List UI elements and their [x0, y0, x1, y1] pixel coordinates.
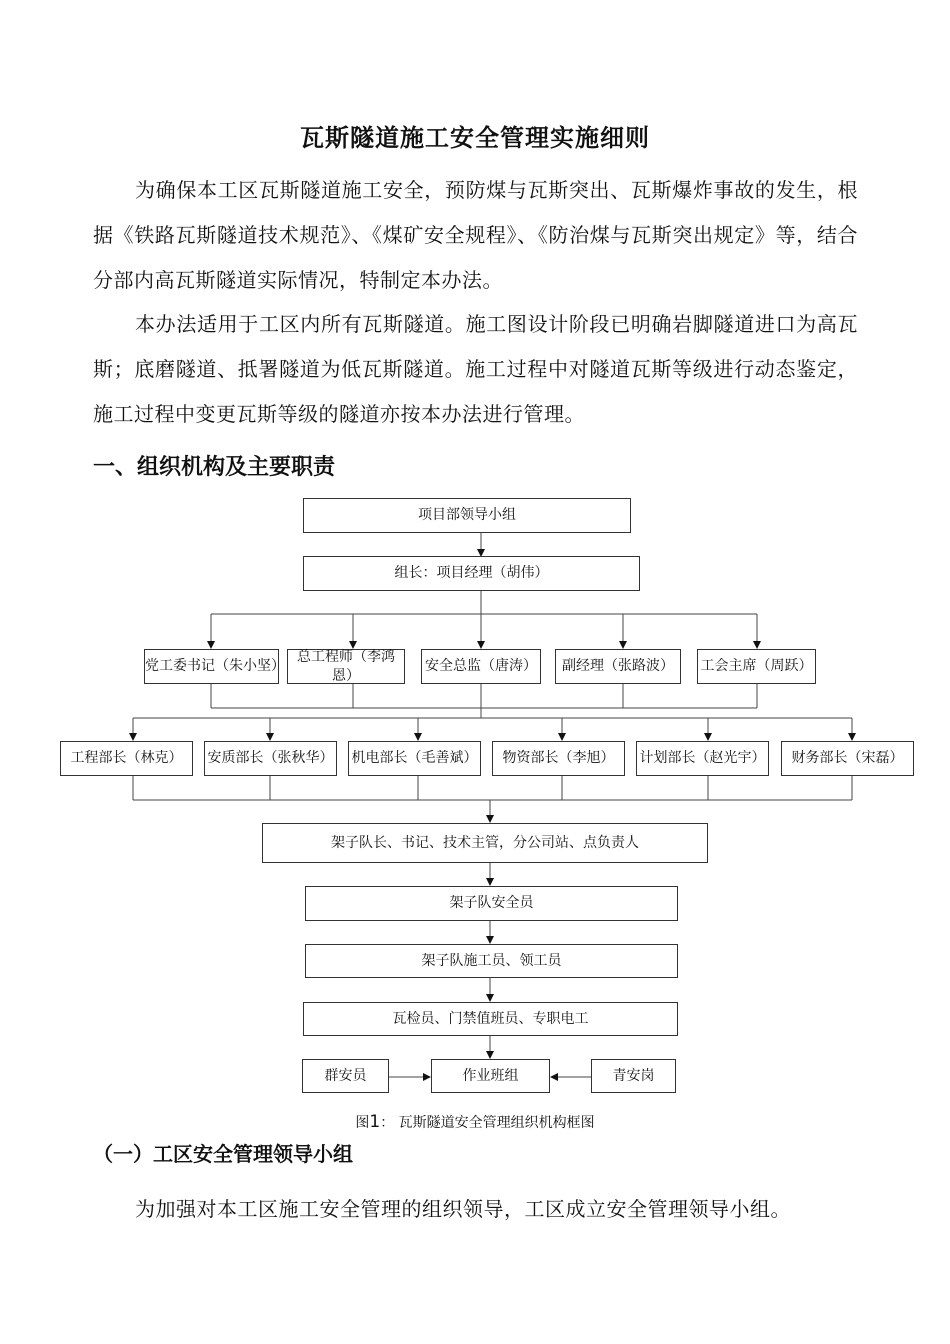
page-title: 瓦斯隧道施工安全管理实施细则 [300, 123, 650, 152]
leadership-paragraph: 为加强对本工区施工安全管理的组织领导，工区成立安全管理领导小组。 [135, 1197, 791, 1221]
org-box-party-secretary: 党工委书记（朱小坚） [144, 649, 279, 684]
org-box-safety-volunteers: 群安员 [302, 1059, 389, 1093]
intro-paragraph: 为确保本工区瓦斯隧道施工安全，预防煤与瓦斯突出、瓦斯爆炸事故的发生，根据《铁路瓦斯隧道技术规范》、《煤矿安全规程》、《防治煤与瓦斯突出规定》等，结合分部内高瓦斯隧道实际情况，特制定本办法。 [93, 178, 858, 292]
org-box-group-leader: 组长：项目经理（胡伟） [303, 556, 640, 591]
org-box-engineering-head: 工程部长（林克） [60, 741, 193, 776]
org-box-team-leaders: 架子队长、书记、技术主管，分公司站、点负责人 [262, 823, 708, 863]
org-box-construction-staff: 架子队施工员、领工员 [305, 944, 678, 978]
org-box-team-safety-officer: 架子队安全员 [305, 886, 678, 921]
org-box-electromechanical-head: 机电部长（毛善斌） [348, 741, 481, 776]
org-box-quality-safety-head: 安质部长（张秋华） [204, 741, 337, 776]
figure-caption: 图1： 瓦斯隧道安全管理组织机构框图 [355, 1112, 595, 1132]
org-box-deputy-manager: 副经理（张路波） [555, 649, 681, 684]
org-box-finance-head: 财务部长（宋磊） [781, 741, 914, 776]
org-box-planning-head: 计划部长（赵光宇） [636, 741, 769, 776]
section-heading: 一、组织机构及主要职责 [93, 455, 336, 480]
subsection-heading: （一）工区安全管理领导小组 [93, 1142, 353, 1166]
org-box-work-team: 作业班组 [431, 1059, 550, 1093]
org-box-youth-safety-post: 青安岗 [591, 1059, 676, 1093]
org-box-materials-head: 物资部长（李旭） [492, 741, 625, 776]
org-box-project-leadership: 项目部领导小组 [303, 498, 631, 533]
org-box-union-chairman: 工会主席（周跃） [697, 649, 816, 684]
org-box-chief-engineer: 总工程师（李鸿恩） [287, 649, 405, 684]
org-box-safety-director: 安全总监（唐涛） [421, 649, 541, 684]
scope-paragraph: 本办法适用于工区内所有瓦斯隧道。施工图设计阶段已明确岩脚隧道进口为高瓦斯；底磨隧道、抵署隧道为低瓦斯隧道。施工过程中对隧道瓦斯等级进行动态鉴定，施工过程中变更瓦斯等级的隧道亦按本办法进行管理。 [93, 312, 858, 426]
org-box-gas-inspectors: 瓦检员、门禁值班员、专职电工 [303, 1002, 678, 1036]
